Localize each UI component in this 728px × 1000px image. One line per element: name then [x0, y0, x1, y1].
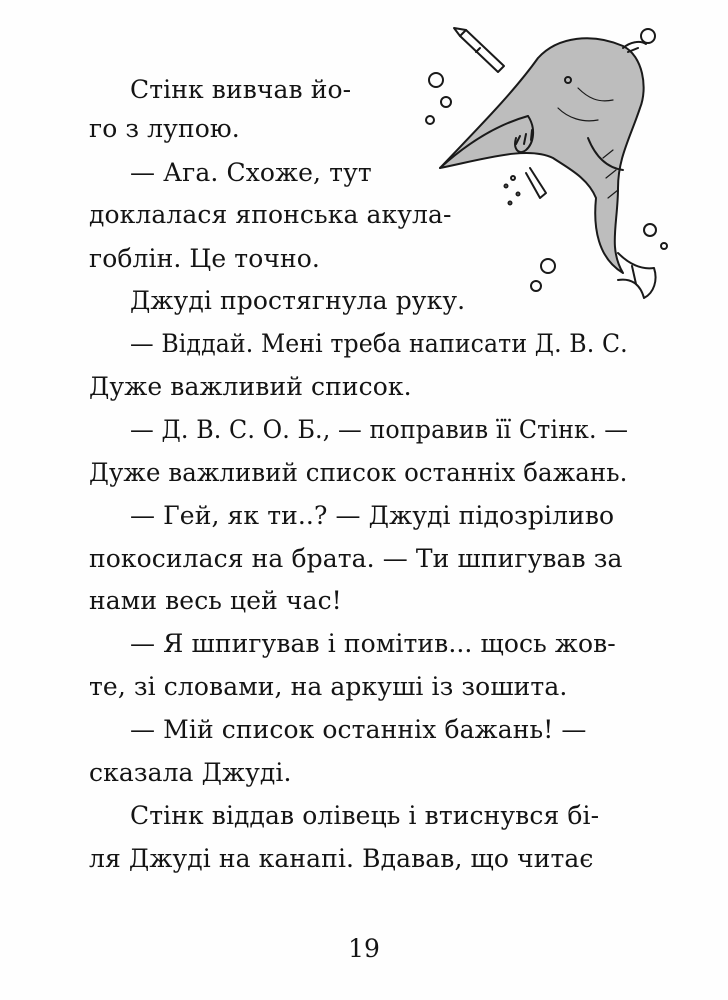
- text-line: Стінк вивчав йо-: [130, 75, 352, 104]
- text-line: — Д. В. С. О. Б., — поправив її Стінк. —: [130, 415, 629, 444]
- text-line: — Мій список останніх бажань! —: [130, 715, 587, 744]
- text-line: Дуже важливий список останніх бажань.: [89, 458, 628, 487]
- page-number: 19: [348, 934, 380, 963]
- text-line: ля Джуді на канапі. Вдавав, що читає: [89, 844, 594, 873]
- text-line: гоблін. Це точно.: [89, 244, 320, 273]
- text-line: Стінк віддав олівець і втиснувся бі-: [130, 801, 600, 830]
- text-line: — Віддай. Мені треба написати Д. В. С.: [130, 329, 628, 358]
- goblin-shark-icon: [418, 18, 678, 308]
- text-line: — Гей, як ти..? — Джуді підозріливо: [130, 501, 615, 530]
- text-line: доклалася японська акула-: [89, 200, 452, 229]
- text-line: нами весь цей час!: [89, 586, 342, 615]
- text-line: — Ага. Схоже, тут: [130, 158, 372, 187]
- text-line: покосилася на брата. — Ти шпигував за: [89, 544, 623, 573]
- text-line: го з лупою.: [89, 114, 240, 143]
- shark-body: [440, 38, 644, 273]
- text-line: Джуді простягнула руку.: [130, 286, 466, 315]
- text-line: Дуже важливий список.: [89, 372, 412, 401]
- text-line: сказала Джуді.: [89, 758, 292, 787]
- text-line: те, зі словами, на аркуші із зошита.: [89, 672, 568, 701]
- text-line: — Я шпигував і помітив... щось жов-: [130, 629, 616, 658]
